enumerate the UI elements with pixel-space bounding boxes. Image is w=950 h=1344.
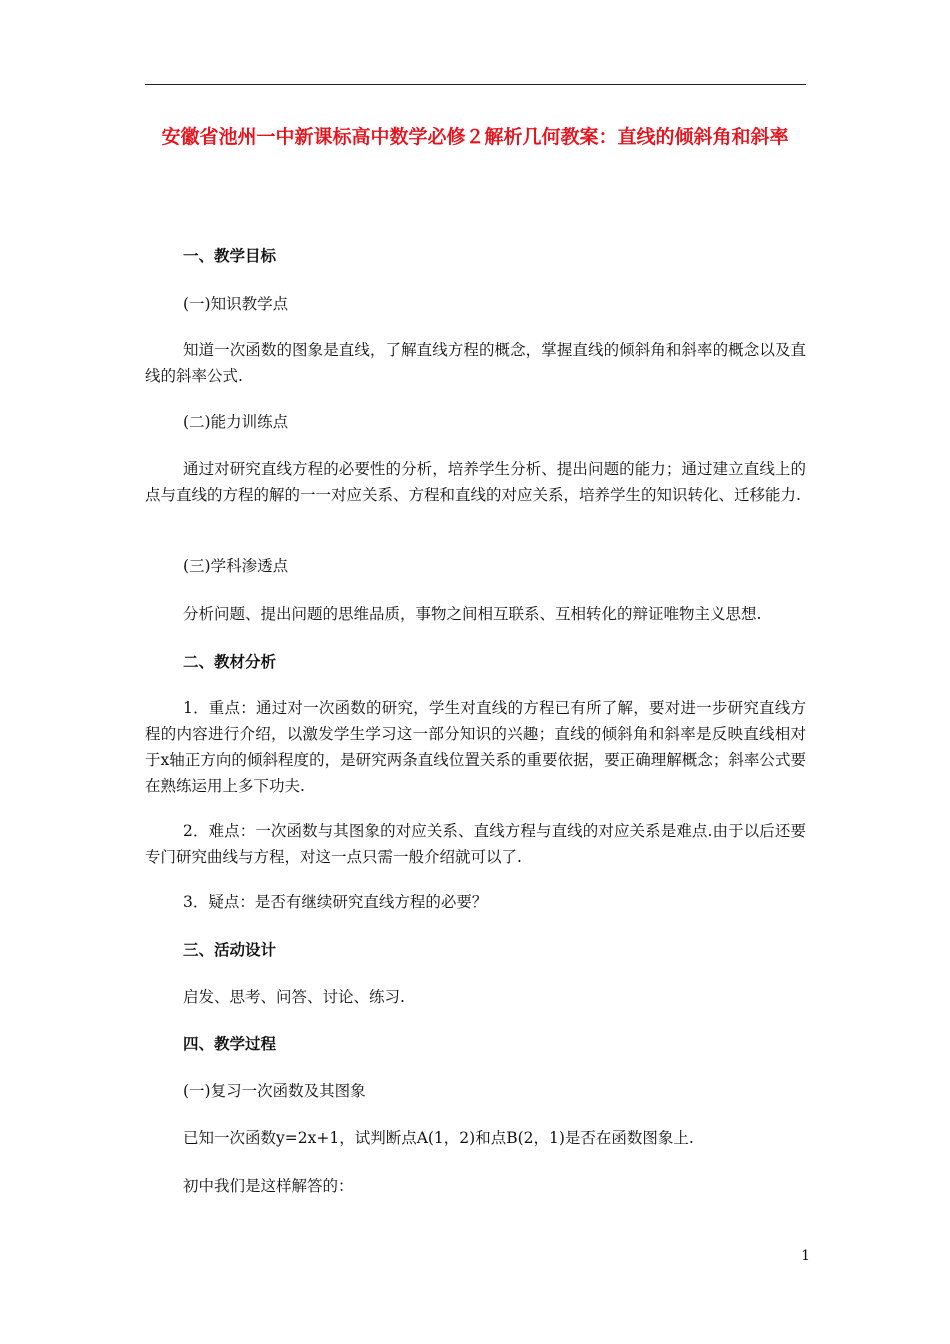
section-heading-activity-design: 三、活动设计 bbox=[183, 941, 277, 959]
paragraph-ability: 通过对研究直线方程的必要性的分析，培养学生分析、提出问题的能力；通过建立直线上的点与直线的方程的解的一一对应关系、方程和直线的对应关系，培养学生的知识转化、迁移能力. bbox=[145, 460, 806, 504]
paragraph-doubt-points: 3．疑点：是否有继续研究直线方程的必要？ bbox=[183, 893, 488, 911]
page-number: 1 bbox=[801, 1248, 810, 1264]
section-heading-material-analysis: 二、教材分析 bbox=[183, 653, 277, 671]
paragraph-key-points: 1．重点：通过对一次函数的研究，学生对直线的方程已有所了解，要对进一步研究直线方程的内容进行介绍，以激发学生学习这一部分知识的兴趣；直线的倾斜角和斜率是反映直线相对于x轴正方向的倾斜程度的，是研究两条直线位置关系的重要依据，要正确理解概念；斜率公式要在熟练运用上多下功夫. bbox=[145, 699, 806, 795]
section-heading-teaching-goals: 一、教学目标 bbox=[183, 247, 277, 265]
subheading-ability-points: (二)能力训练点 bbox=[183, 413, 289, 431]
subheading-knowledge-points: (一)知识教学点 bbox=[183, 295, 289, 313]
section-heading-teaching-process: 四、教学过程 bbox=[183, 1035, 277, 1053]
paragraph-difficult-points: 2．难点：一次函数与其图象的对应关系、直线方程与直线的对应关系是难点.由于以后还要专门研究曲线与方程，对这一点只需一般介绍就可以了. bbox=[145, 822, 806, 866]
subheading-subject-points: (三)学科渗透点 bbox=[183, 557, 289, 575]
header-rule bbox=[145, 84, 806, 85]
paragraph-activities: 启发、思考、问答、讨论、练习. bbox=[183, 988, 405, 1006]
paragraph-subject: 分析问题、提出问题的思维品质，事物之间相互联系、互相转化的辩证唯物主义思想. bbox=[183, 605, 762, 623]
paragraph-junior-answer: 初中我们是这样解答的： bbox=[183, 1177, 354, 1195]
paragraph-example: 已知一次函数y=2x+1，试判断点A(1，2)和点B(2，1)是否在函数图象上. bbox=[183, 1129, 694, 1147]
document-title: 安徽省池州一中新课标高中数学必修２解析几何教案：直线的倾斜角和斜率 bbox=[161, 126, 789, 148]
subheading-review-linear-function: (一)复习一次函数及其图象 bbox=[183, 1082, 366, 1100]
paragraph-knowledge: 知道一次函数的图象是直线，了解直线方程的概念，掌握直线的倾斜角和斜率的概念以及直线的斜率公式. bbox=[145, 341, 806, 385]
